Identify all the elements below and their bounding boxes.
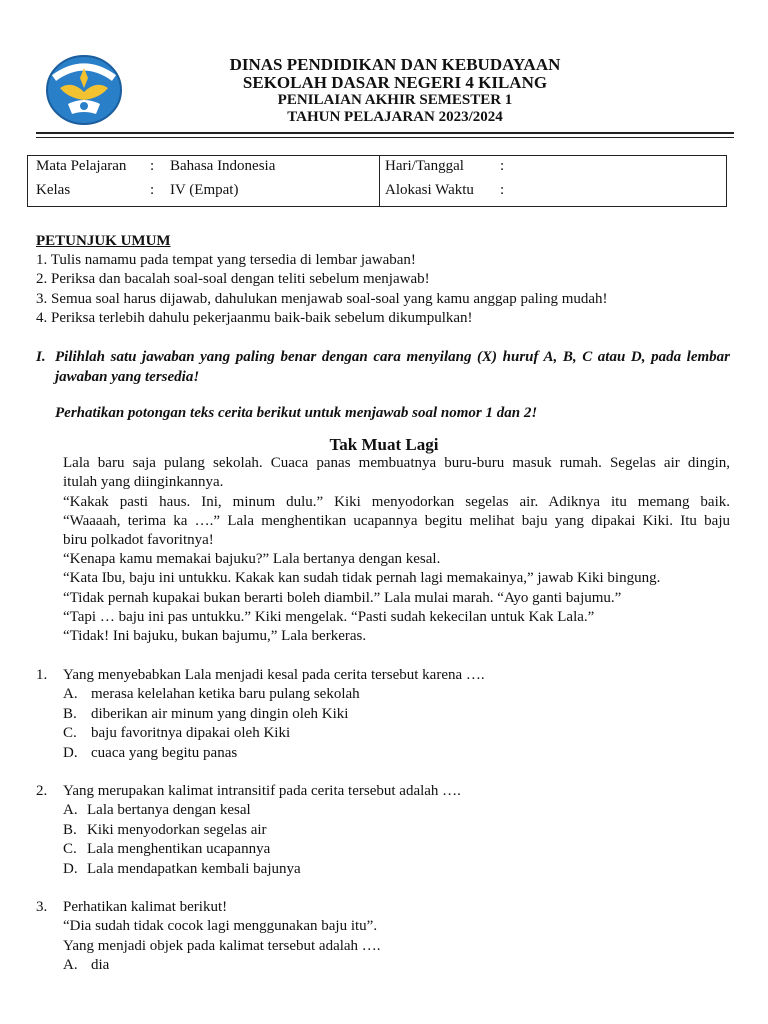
question-text: Yang menyebabkan Lala menjadi kesal pada cerita tersebut karena ….	[63, 667, 485, 683]
header-school: SEKOLAH DASAR NEGERI 4 KILANG	[242, 73, 548, 92]
option-letter: A.	[63, 686, 78, 702]
section-number: I.	[36, 349, 46, 365]
header-exam: PENILAIAN AKHIR SEMESTER 1	[277, 92, 513, 108]
instruction-item: 2. Periksa dan bacalah soal-soal dengan teliti sebelum menjawab!	[36, 271, 430, 287]
question-quote: “Dia sudah tidak cocok lagi menggunakan baju itu”.	[63, 918, 378, 934]
option-letter: A.	[63, 957, 78, 973]
story-line: “Tidak pernah kupakai bukan berarti boleh diambil.” Lala mulai marah. “Ayo ganti bajumu.”	[63, 590, 622, 606]
instruction-item: 3. Semua soal harus dijawab, dahulukan menjawab soal-soal yang kamu anggap paling mudah!	[36, 291, 608, 307]
story-line: itulah yang diinginkannya.	[63, 474, 224, 490]
option-text: dia	[91, 957, 110, 973]
story-line: “Tapi … baju ini pas untukku.” Kiki mengelak. “Pasti sudah kekecilan untuk Kak Lala.”	[63, 609, 595, 625]
story-line: “Kenapa kamu memakai bajuku?” Lala bertanya dengan kesal.	[63, 551, 441, 567]
class-label: Kelas	[36, 182, 71, 198]
option-text: Lala mendapatkan kembali bajunya	[87, 861, 301, 877]
option-letter: C.	[63, 841, 77, 857]
story-line: “Kata Ibu, baju ini untukku. Kakak kan sudah tidak pernah lagi memakainya,” jawab Kiki bingung.	[63, 570, 661, 586]
exam-info-box	[27, 155, 727, 207]
option-text: merasa kelelahan ketika baru pulang sekolah	[91, 686, 360, 702]
story-line: biru polkadot favoritnya!	[63, 532, 214, 548]
time-allocation-label: Alokasi Waktu	[385, 182, 474, 198]
instruction-item: 1. Tulis namamu pada tempat yang tersedia di lembar jawaban!	[36, 252, 416, 268]
option-letter: B.	[63, 822, 77, 838]
option-letter: D.	[63, 861, 78, 877]
story-line: Lala baru saja pulang sekolah. Cuaca panas membuatnya buru-buru masuk rumah. Segelas air dingin,	[63, 455, 730, 471]
section-instruction-line1: Pilihlah satu jawaban yang paling benar dengan cara menyilang (X) huruf A, B, C atau D, pada lembar	[55, 349, 730, 365]
option-letter: C.	[63, 725, 77, 741]
option-text: Lala menghentikan ucapannya	[87, 841, 271, 857]
story-line: “Waaaah, terima ka ….” Lala menghentikan ucapannya begitu melihat baju yang dipakai Kiki. Itu baju	[63, 513, 730, 529]
subject-value: Bahasa Indonesia	[170, 158, 276, 174]
option-text: Lala bertanya dengan kesal	[87, 802, 251, 818]
option-text: cuaca yang begitu panas	[91, 745, 238, 761]
option-letter: A.	[63, 802, 78, 818]
option-letter: D.	[63, 745, 78, 761]
info-box-divider	[379, 156, 380, 206]
story-title: Tak Muat Lagi	[329, 435, 439, 454]
header-agency: DINAS PENDIDIKAN DAN KEBUDAYAAN	[229, 55, 561, 74]
story-note: Perhatikan potongan teks cerita berikut untuk menjawab soal nomor 1 dan 2!	[55, 405, 538, 421]
header-rule-thick	[36, 132, 734, 134]
header-rule-thin	[36, 137, 734, 138]
subject-label: Mata Pelajaran	[36, 158, 127, 174]
question-number: 2.	[36, 783, 48, 799]
day-date-colon: :	[500, 158, 505, 174]
question-text: Perhatikan kalimat berikut!	[63, 899, 228, 915]
class-value: IV (Empat)	[170, 182, 239, 198]
subject-colon: :	[150, 158, 155, 174]
section-instruction-line2: jawaban yang tersedia!	[55, 369, 200, 385]
question-prompt: Yang menjadi objek pada kalimat tersebut adalah ….	[63, 938, 381, 954]
option-text: Kiki menyodorkan segelas air	[87, 822, 267, 838]
time-allocation-colon: :	[500, 182, 505, 198]
question-number: 3.	[36, 899, 48, 915]
instructions-title: PETUNJUK UMUM	[36, 233, 171, 249]
header-year: TAHUN PELAJARAN 2023/2024	[287, 109, 503, 125]
class-colon: :	[150, 182, 155, 198]
question-number: 1.	[36, 667, 48, 683]
option-text: baju favoritnya dipakai oleh Kiki	[91, 725, 291, 741]
option-letter: B.	[63, 706, 77, 722]
question-text: Yang merupakan kalimat intransitif pada cerita tersebut adalah ….	[63, 783, 461, 799]
story-line: “Tidak! Ini bajuku, bukan bajumu,” Lala berkeras.	[63, 628, 367, 644]
instruction-item: 4. Periksa terlebih dahulu pekerjaanmu baik-baik sebelum dikumpulkan!	[36, 310, 473, 326]
option-text: diberikan air minum yang dingin oleh Kiki	[91, 706, 349, 722]
story-line: “Kakak pasti haus. Ini, minum dulu.” Kiki menyodorkan segelas air. Adiknya itu memang baik.	[63, 494, 730, 510]
tut-wuri-handayani-logo	[44, 54, 124, 126]
day-date-label: Hari/Tanggal	[385, 158, 464, 174]
